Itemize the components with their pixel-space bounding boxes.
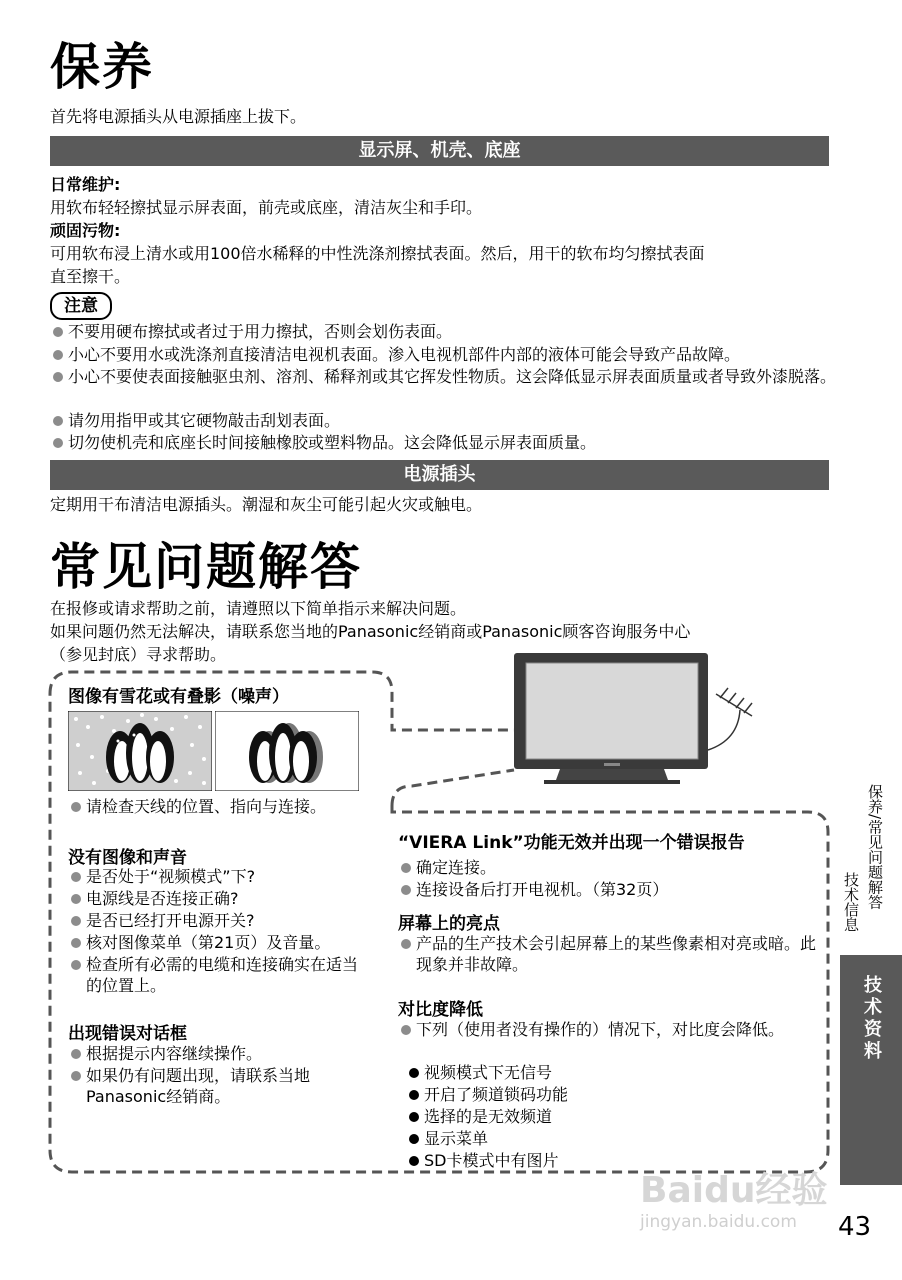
faq-intro-3: （参见封底）寻求帮助。 (50, 645, 227, 664)
contrast-subitem: 显示菜单 (406, 1128, 488, 1149)
daily-care-text: 用软布轻轻擦拭显示屏表面，前壳或底座，清洁灰尘和手印。 (50, 198, 483, 217)
caution-item: 不要用硬布擦拭或者过于用力擦拭，否则会划伤表面。 (50, 321, 452, 342)
caution-item: 请勿用指甲或其它硬物敲击刮划表面。 (50, 410, 340, 431)
contrast-subitem: 开启了频道锁码功能 (406, 1084, 568, 1105)
viera-link-item: 确定连接。 (398, 857, 496, 878)
ghost-picture-sample (215, 711, 359, 791)
error-dialog-heading: 出现错误对话框 (68, 1024, 187, 1044)
contrast-heading: 对比度降低 (398, 1000, 483, 1020)
no-picture-item: 检查所有必需的电缆和连接确实在适当的位置上。 (68, 954, 360, 996)
section-bar-power-plug: 电源插头 (50, 460, 829, 490)
snow-item: 请检查天线的位置、指向与连接。 (68, 796, 326, 817)
daily-care-heading: 日常维护: (50, 175, 121, 194)
side-nav-tech-info: 技术信息 (842, 872, 860, 932)
antenna-icon (708, 688, 752, 750)
maintenance-title: 保养 (50, 38, 154, 96)
side-tab-label: 技术资料 (861, 975, 882, 1063)
no-picture-item: 电源线是否连接正确? (68, 888, 239, 909)
bright-spots-item: 产品的生产技术会引起屏幕上的某些像素相对亮或暗。此现象并非故障。 (398, 933, 816, 975)
contrast-subitem: 视频模式下无信号 (406, 1062, 552, 1083)
no-picture-item: 是否处于“视频模式”下? (68, 866, 255, 887)
power-plug-text: 定期用干布清洁电源插头。潮湿和灰尘可能引起火灾或触电。 (50, 495, 483, 514)
no-picture-heading: 没有图像和声音 (68, 848, 187, 868)
faq-intro-2: 如果问题仍然无法解决，请联系您当地的Panasonic经销商或Panasonic顾客咨询服务中心 (50, 622, 691, 641)
contrast-subitem: 选择的是无效频道 (406, 1106, 552, 1127)
watermark-brand: Baidu经验 (640, 1170, 828, 1211)
bright-spots-heading: 屏幕上的亮点 (398, 914, 500, 934)
caution-item: 小心不要使表面接触驱虫剂、溶剂、稀释剂或其它挥发性物质。这会降低显示屏表面质量或者导致外漆脱落。 (50, 366, 838, 387)
side-nav-maintenance-faq: 保养/常见问题解答 (866, 784, 884, 910)
stubborn-dirt-line2: 直至擦干。 (50, 267, 131, 286)
penguins-ghost-icon (249, 723, 323, 783)
error-dialog-item: 根据提示内容继续操作。 (68, 1043, 262, 1064)
caution-badge: 注意 (50, 292, 112, 320)
side-tab-tech-data (840, 955, 902, 1185)
stubborn-dirt-heading: 顽固污物: (50, 221, 121, 240)
section-bar-screen-cabinet: 显示屏、机壳、底座 (50, 136, 829, 166)
contrast-subitem: SD卡模式中有图片 (406, 1150, 558, 1171)
penguins-icon (106, 723, 174, 783)
caution-item: 小心不要用水或洗涤剂直接清洁电视机表面。渗入电视机部件内部的液体可能会导致产品故障。 (50, 344, 740, 365)
contrast-item: 下列（使用者没有操作的）情况下，对比度会降低。 (398, 1019, 816, 1040)
maintenance-intro: 首先将电源插头从电源插座上拔下。 (50, 107, 307, 126)
no-picture-item: 是否已经打开电源开关? (68, 910, 255, 931)
viera-link-item: 连接设备后打开电视机。（第32页） (398, 879, 668, 900)
tv-illustration (514, 653, 708, 784)
viera-link-heading: “VIERA Link”功能无效并出现一个错误报告 (398, 833, 745, 853)
stubborn-dirt-line1: 可用软布浸上清水或用100倍水稀释的中性洗涤剂擦拭表面。然后，用干的软布均匀擦拭表面 (50, 244, 705, 263)
snow-heading: 图像有雪花或有叠影（噪声） (68, 687, 289, 707)
page-number: 43 (838, 1212, 872, 1242)
caution-item: 切勿使机壳和底座长时间接触橡胶或塑料物品。这会降低显示屏表面质量。 (50, 432, 596, 453)
snowy-picture-sample (68, 711, 212, 791)
error-dialog-item: 如果仍有问题出现，请联系当地Panasonic经销商。 (68, 1065, 360, 1107)
watermark-url: jingyan.baidu.com (640, 1212, 797, 1232)
faq-intro-1: 在报修或请求帮助之前，请遵照以下简单指示来解决问题。 (50, 599, 467, 618)
faq-title: 常见问题解答 (50, 538, 362, 596)
no-picture-item: 核对图像菜单（第21页）及音量。 (68, 932, 330, 953)
